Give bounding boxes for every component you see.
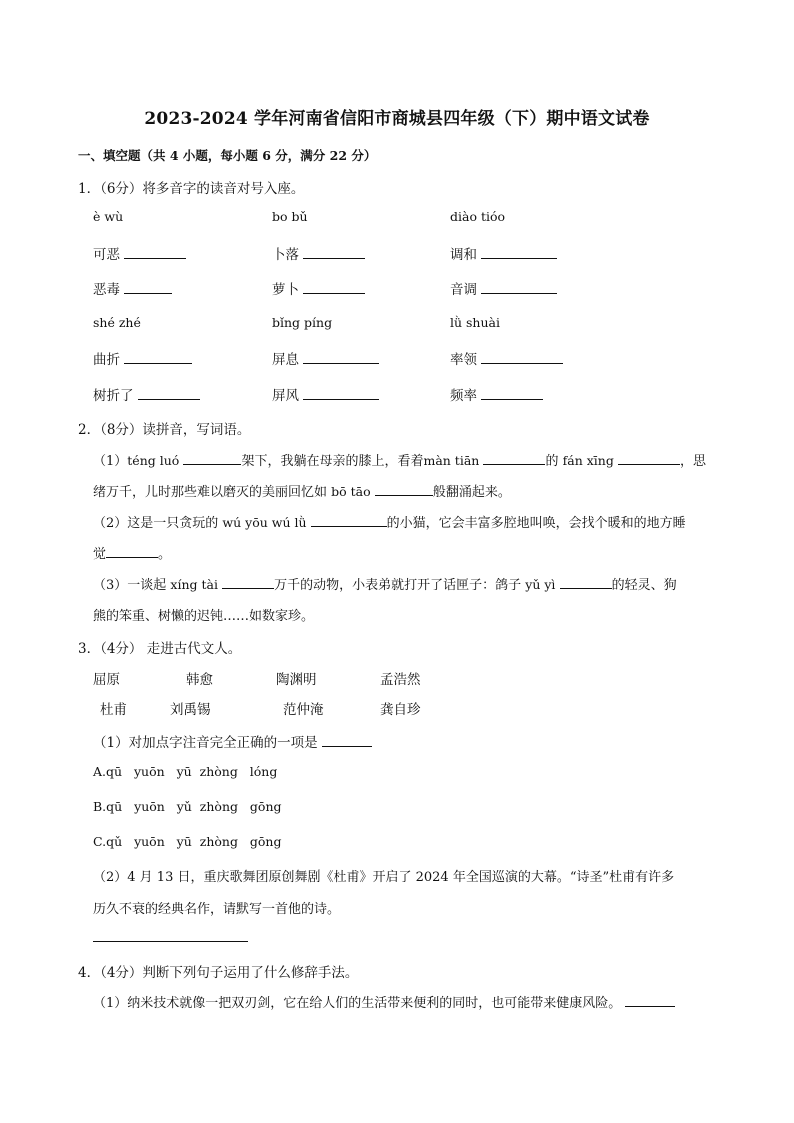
word-label: 音调 [450,282,477,298]
text: 架下，我躺在母亲的膝上，看着 [241,454,424,469]
answer-blank[interactable] [124,351,192,364]
question-2-part-1-cont [93,481,511,500]
pinyin: téng luó [127,453,180,468]
word-label: 恶毒 [93,282,120,298]
option-a[interactable]: A.qū yuōn yū zhòng lóng [93,764,278,779]
answer-blank[interactable] [618,452,680,465]
pinyin: yǔ yì [525,577,556,592]
text: 的 [545,454,559,469]
word-label: 率领 [450,352,477,368]
answer-blank[interactable] [311,514,387,527]
text: 的轻灵、狗 [611,578,677,593]
name-item: 孟浩然 [380,672,421,688]
text: （1）纳米技术就像一把双刃剑，它在给人们的生活带来便利的同时，也可能带来健康风险。 [93,996,622,1011]
question-2-part-2-cont [93,543,171,562]
word-item [272,348,379,368]
question-2-part-3 [93,574,677,593]
text: 的小猫，它会丰富多腔地叫唤，会找个暖和的地方睡 [386,516,686,531]
text: 。 [158,547,172,562]
answer-blank[interactable] [222,576,274,589]
word-item [93,384,200,404]
pinyin-label: bǐng píng [272,315,333,330]
pinyin: xíng tài [170,577,218,592]
text: 般翻涌起来。 [432,485,511,500]
answer-blank[interactable] [375,483,433,496]
name-item: 韩愈 [186,672,213,688]
text: （1）对加点字注音完全正确的一项是 [93,735,318,751]
word-item [272,243,365,263]
question-2-stem: 2．（8分）读拼音，写词语。 [78,422,251,438]
text: 熊的笨重、树懒的迟钝……如数家珍。 [93,609,315,624]
word-item [450,243,557,263]
question-4-stem: 4．（4分）判断下列句子运用了什么修辞手法。 [78,965,359,981]
word-item [93,348,192,368]
question-2-part-3-cont [93,605,314,624]
word-label: 萝卜 [272,282,299,298]
question-4-part-1 [93,992,675,1011]
word-item [272,384,379,404]
answer-blank[interactable] [481,246,557,259]
answer-blank[interactable] [481,351,563,364]
question-2-part-1 [93,450,706,469]
text: 觉 [93,547,107,562]
answer-blank[interactable] [483,452,545,465]
word-label: 屏风 [272,388,299,404]
pinyin: màn tiān [423,453,480,468]
text: （2）这是一只贪玩的 [93,516,219,531]
word-item [450,278,557,298]
pinyin: bō tāo [331,484,371,499]
pinyin-label: è wù [93,209,124,224]
pinyin-label: lǜ shuài [450,315,500,330]
part-number: （1） [93,454,128,469]
name-item: 陶渊明 [276,672,317,688]
question-3-stem: 3．（4分） 走进古代文人。 [78,641,242,657]
pinyin: wú yōu wú lǜ [222,515,307,530]
text: （3）一谈起 [93,578,167,593]
word-item [93,278,172,298]
question-1-stem: 1．（6分）将多音字的读音对号入座。 [78,181,305,197]
answer-blank[interactable] [124,246,186,259]
answer-blank[interactable] [481,281,557,294]
answer-blank[interactable] [303,387,379,400]
name-item: 龚自珍 [380,702,421,718]
answer-blank[interactable] [303,281,365,294]
answer-blank[interactable] [303,351,379,364]
word-label: 可恶 [93,247,120,263]
word-item [450,348,563,368]
pinyin-label: shé zhé [93,315,141,330]
word-label: 树折了 [93,388,134,404]
question-3-part-1 [93,731,372,751]
pinyin: fán xīng [562,453,614,468]
text: 绪万千，儿时那些难以磨灭的美丽回忆如 [93,485,328,500]
answer-blank[interactable] [481,387,543,400]
word-label: 屏息 [272,352,299,368]
pinyin-label: diào tióo [450,209,506,224]
answer-blank[interactable] [106,545,158,558]
answer-blank[interactable] [303,246,365,259]
answer-blank[interactable] [560,576,612,589]
name-item: 屈原 [93,672,120,688]
section-heading: 一、填空题（共 4 小题，每小题 6 分，满分 22 分） [78,148,377,163]
word-label: 调和 [450,247,477,263]
word-label: 曲折 [93,352,120,368]
word-item [93,243,186,263]
answer-blank[interactable] [322,734,372,747]
word-item [450,384,543,404]
name-item: 范仲淹 [283,702,324,718]
name-item: 刘禹锡 [170,702,211,718]
pinyin-label: bo bǔ [272,209,308,224]
name-item: 杜甫 [100,702,127,718]
question-3-part-2: （2）4 月 13 日，重庆歌舞团原创舞剧《杜甫》开启了 2024 年全国巡演的大幕。“诗圣”杜甫有许多 [93,870,675,885]
text: 万千的动物，小表弟就打开了话匣子：鸽子 [274,578,522,593]
word-item [272,278,365,298]
text: ，思 [679,454,706,469]
page-title: 2023-2024 学年河南省信阳市商城县四年级（下）期中语文试卷 [144,109,650,129]
answer-blank[interactable] [124,281,172,294]
answer-blank[interactable] [625,994,675,1007]
word-label: 卜落 [272,247,299,263]
option-b[interactable]: B.qū yuōn yǔ zhòng gōng [93,799,282,814]
answer-blank[interactable] [138,387,200,400]
answer-blank[interactable] [183,452,241,465]
option-c[interactable]: C.qǔ yuōn yū zhòng gōng [93,834,282,849]
question-3-part-2-cont: 历久不衰的经典名作，请默写一首他的诗。 [93,902,341,917]
question-2-part-2 [93,512,686,531]
word-label: 频率 [450,388,477,404]
answer-line[interactable] [93,941,248,942]
